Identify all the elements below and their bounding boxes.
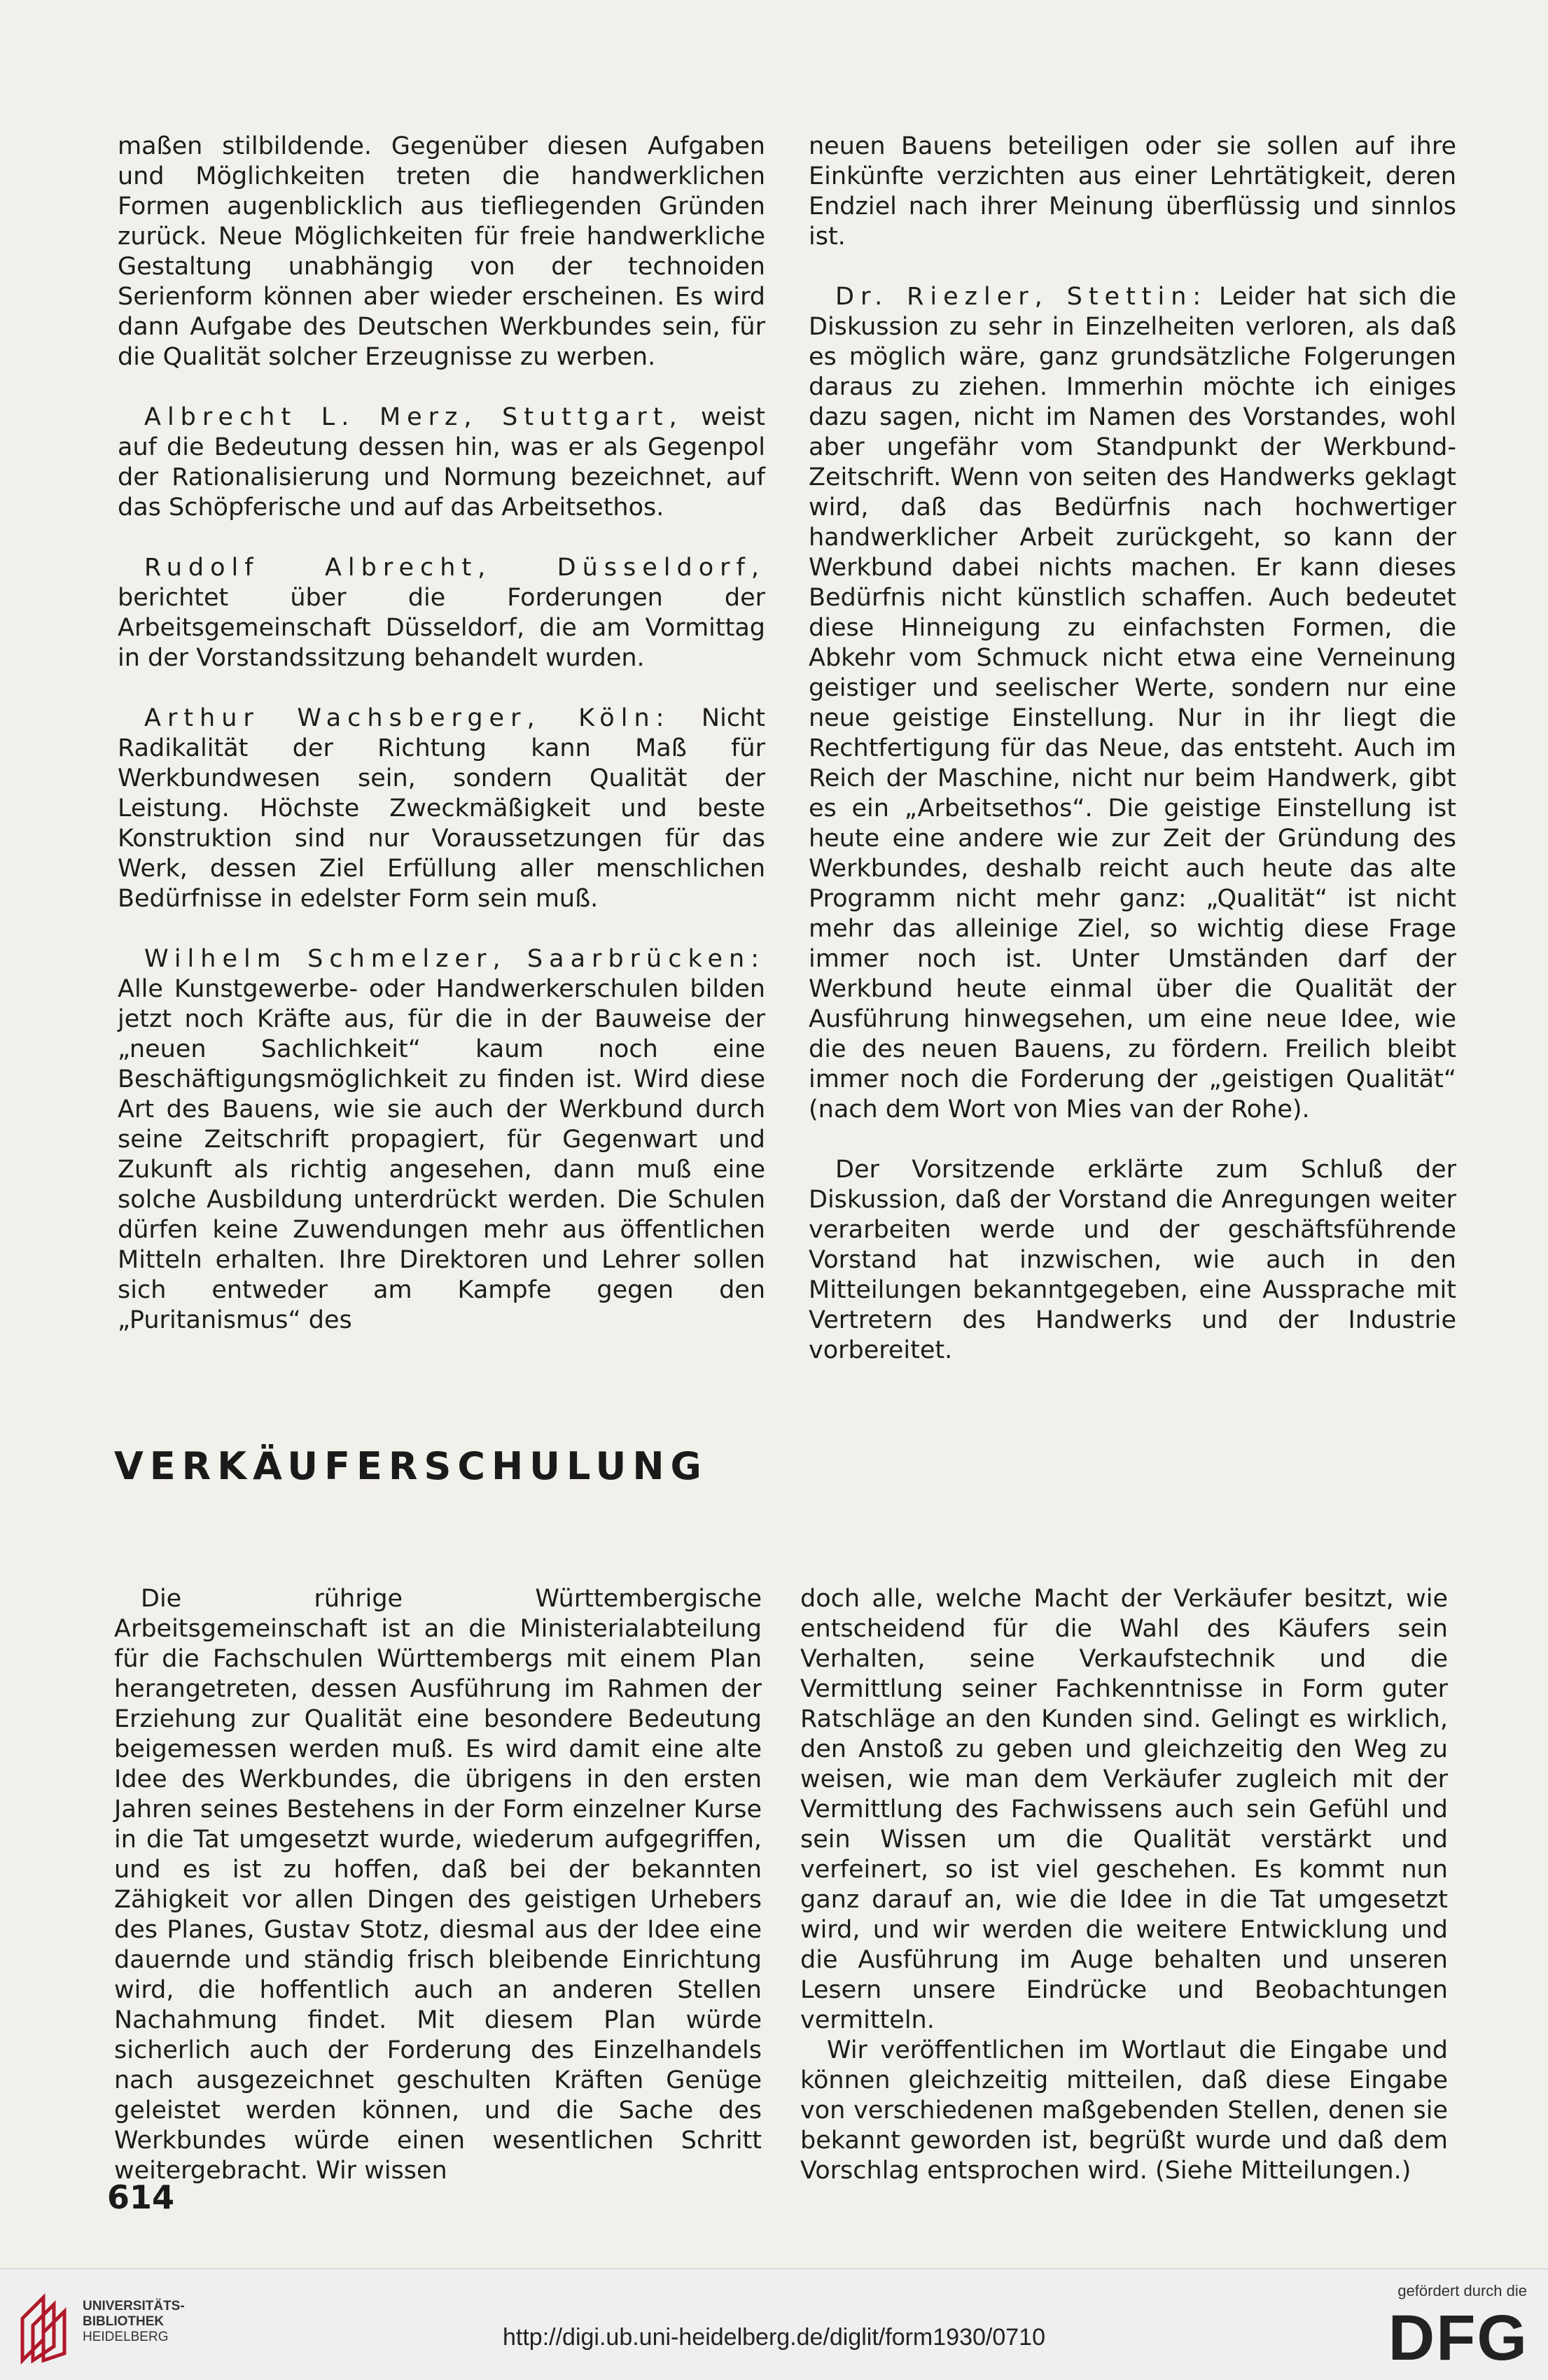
paragraph: doch alle, welche Macht der Verkäufer besitzt, wie entscheidend für die Wahl des Käufers sein Verhalten, seine Verkaufstechnik und die Vermittlung seiner Fachkenntnisse in Form guter Ratschläge an den Kunden sind. Gelingt es wirklich, den Anstoß zu geben und gleichzeitig den Weg zu weisen, wie man dem Verkäufer zugleich mit der Vermittlung des Fachwissens auch sein Gefühl und sein Wissen um die Qualität verstärkt und verfeinert, so ist viel geschehen. Es kommt nun ganz darauf an, wie die Idee in die Tat umgesetzt wird, und wir werden die weitere Entwicklung und die Ausführung im Auge behalten und unseren Lesern unsere Eindrücke und Beobachtungen vermitteln. xyxy=(800,1585,1448,2034)
speaker-name: Dr. Riezler, Stettin: xyxy=(835,283,1208,311)
paragraph: maßen stilbildende. Gegenüber diesen Aufgaben und Möglichkeiten treten die handwerklichen Formen augenblicklich aus tiefliegenden Gründen zurück. Neue Möglichkeiten für freie handwerkliche Gestaltung unabhängig von der technoiden Serienform können aber wieder erscheinen. Es wird dann Aufgabe des Deutschen Werkbundes sein, für die Qualität solcher Erzeugnisse zu werben. xyxy=(118,132,765,371)
speaker-name: Arthur Wachsberger, Köln: xyxy=(144,704,671,732)
paragraph: Rudolf Albrecht, Düsseldorf, berichtet über die Forderungen der Arbeitsgemeinschaft Düsseldorf, die am Vormittag in der Vorstandssitzung behandelt wurden. xyxy=(118,554,765,672)
paragraph: Der Vorsitzende erklärte zum Schluß der Diskussion, daß der Vorstand die Anregungen weiter verarbeiten werde und der geschäftsführende Vorstand hat inzwischen, wie auch in den Mitteilungen bekanntgegeben, eine Aussprache mit Vertretern des Handwerks und der Industrie vorbereitet. xyxy=(809,1156,1456,1364)
paragraph: Wir veröffentlichen im Wortlaut die Eingabe und können gleichzeitig mitteilen, daß diese Eingabe von verschiedenen maßgebenden Stellen, denen sie bekannt geworden ist, begrüßt wurde und daß dem Vorschlag entsprochen wird. (Siehe Mitteilungen.) xyxy=(800,2036,1448,2185)
page-number: 614 xyxy=(107,2178,175,2216)
dfg-logo: DFG xyxy=(1388,2302,1528,2374)
paragraph: Albrecht L. Merz, Stuttgart, weist auf die Bedeutung dessen hin, was er als Gegenpol der Rationalisierung und Normung bezeichnet, auf das Schöpferische und auf das Arbeitsethos. xyxy=(118,403,765,522)
library-name: UNIVERSITÄTS- BIBLIOTHEK HEIDELBERG xyxy=(83,2299,185,2344)
paragraph: Arthur Wachsberger, Köln: Nicht Radikalität der Richtung kann Maß für Werkbundwesen sein, sondern Qualität der Leistung. Höchste Zweckmäßigkeit und beste Konstruktion sind nur Voraussetzungen für das Werk, dessen Ziel Erfüllung aller menschlichen Bedürfnisse in edelster Form sein muß. xyxy=(118,704,765,913)
section-heading: VERKÄUFERSCHULUNG xyxy=(114,1444,708,1488)
digitization-footer xyxy=(0,2268,1548,2380)
lower-left-column xyxy=(114,1584,762,2186)
lower-right-column xyxy=(800,1584,1448,2186)
paragraph: Die rührige Württembergische Arbeitsgemeinschaft ist an die Ministerialabteilung für die Fachschulen Württembergs mit einem Plan herangetreten, dessen Ausführung im Rahmen der Erziehung zur Qualität eine besondere Bedeutung beigemessen werden muß. Es wird damit eine alte Idee des Werkbundes, die übrigens in den ersten Jahren seines Bestehens in der Form einzelner Kurse in die Tat umgesetzt wurde, wiederum aufgegriffen, und es ist zu hoffen, daß bei der bekannten Zähigkeit vor allen Dingen des geistigen Urhebers des Planes, Gustav Stotz, diesmal aus der Idee eine dauernde und ständig frisch bleibende Einrichtung wird, die hoffentlich auch an anderen Stellen Nachahmung findet. Mit diesem Plan würde sicherlich auch der Forderung des Einzelhandels nach ausgezeichnet geschulten Kräften Genüge geleistet werden können, und die Sache des Werkbundes würde einen wesentlichen Schritt weitergebracht. Wir wissen xyxy=(114,1585,762,2185)
paragraph: neuen Bauens beteiligen oder sie sollen auf ihre Einkünfte verzichten aus einer Lehrtätigkeit, deren Endziel nach ihrer Meinung überflüssig und sinnlos ist. xyxy=(809,132,1456,251)
funder-caption: gefördert durch die xyxy=(1397,2282,1527,2300)
source-url-link[interactable]: http://digi.ub.uni-heidelberg.de/diglit/form1930/0710 xyxy=(503,2324,1045,2351)
speaker-name: Rudolf Albrecht, Düsseldorf, xyxy=(144,554,765,582)
speaker-name: Albrecht L. Merz, Stuttgart, xyxy=(144,403,683,431)
upper-left-column xyxy=(118,132,765,1336)
paragraph: Dr. Riezler, Stettin: Leider hat sich die Diskussion zu sehr in Einzelheiten verloren, als daß es möglich wäre, ganz grundsätzliche Folgerungen daraus zu ziehen. Immerhin möchte ich einiges dazu sagen, nicht im Namen des Vorstandes, wohl aber ungefähr vom Standpunkt der Werkbund-Zeitschrift. Wenn von seiten des Handwerks geklagt wird, daß das Bedürfnis nach hochwertiger handwerklicher Arbeit zurückgeht, so kann der Werkbund dabei nichts machen. Er kann dieses Bedürfnis nicht künstlich schaffen. Auch bedeutet diese Hinneigung zu einfachsten Formen, die Abkehr vom Schmuck nicht etwa eine Verneinung geistiger und seelischer Werte, sondern nur eine neue geistige Einstellung. Nur in ihr liegt die Rechtfertigung für das Neue, das entsteht. Auch im Reich der Maschine, nicht nur beim Handwerk, gibt es ein „Arbeitsethos“. Die geistige Einstellung ist heute eine andere wie zur Zeit der Gründung des Werkbundes, deshalb reicht auch heute das alte Programm nicht mehr ganz: „Qualität“ ist nicht mehr das alleinige Ziel, so wichtig diese Frage immer noch ist. Unter Umständen darf der Werkbund heute einmal über die Qualität der Ausführung hinwegsehen, um eine neue Idee, wie die des neuen Bauens, zu fördern. Freilich bleibt immer noch die Forderung der „geistigen Qualität“ (nach dem Wort von Mies van der Rohe). xyxy=(809,283,1457,1124)
paragraph: Wilhelm Schmelzer, Saarbrücken: Alle Kunstgewerbe- oder Handwerkerschulen bilden jetzt noch Kräfte aus, für die in der Bauweise der „neuen Sachlichkeit“ kaum noch eine Beschäftigungsmöglichkeit zu finden ist. Wird diese Art des Bauens, wie sie auch der Werkbund durch seine Zeitschrift propagiert, für Gegenwart und Zukunft als richtig angesehen, dann muß eine solche Ausbildung unterdrückt werden. Die Schulen dürfen keine Zuwendungen mehr aus öffentlichen Mitteln erhalten. Ihre Direktoren und Lehrer sollen sich entweder am Kampfe gegen den „Puritanismus“ des xyxy=(118,945,765,1334)
speaker-name: Wilhelm Schmelzer, Saarbrücken: xyxy=(144,945,765,973)
upper-right-column xyxy=(809,132,1456,1366)
